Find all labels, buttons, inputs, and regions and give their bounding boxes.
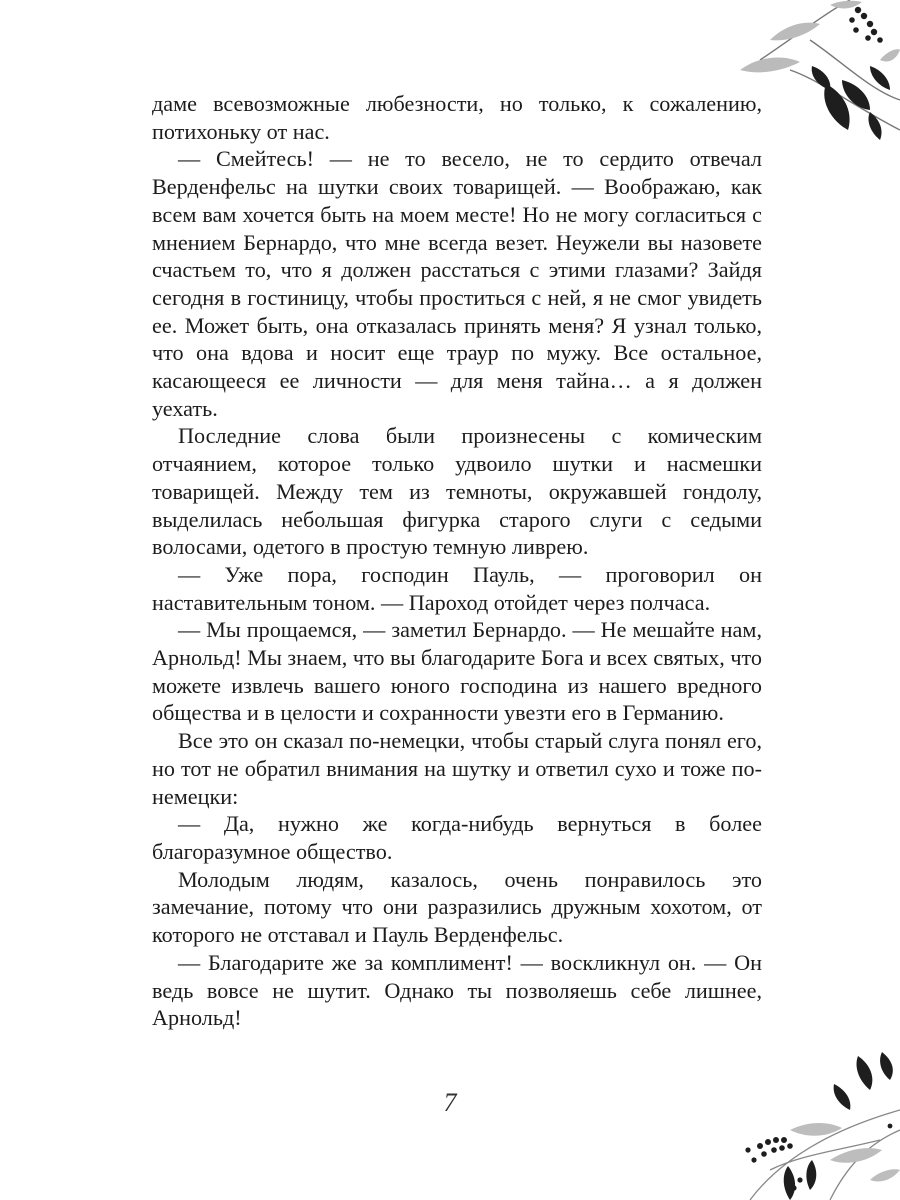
- paragraph: — Уже пора, господин Пауль, — проговорил он наставительным тоном. — Пароход отойдет через полчаса.: [152, 561, 762, 615]
- paragraph: Молодым людям, казалось, очень понравилось это замечание, потому что они разразились дружным хохотом, от которого не отставал и Пауль Верденфельс.: [152, 866, 762, 948]
- paragraph: — Мы прощаемся, — заметил Бернардо. — Не мешайте нам, Арнольд! Мы знаем, что вы благодарите Бога и всех святых, что можете извлечь вашего юного господина из нашего вредного общества и в целости и сохранности увезти его в Германию.: [152, 617, 762, 726]
- page-number: 7: [443, 1088, 457, 1117]
- floral-ornament-bottom-icon: [730, 1050, 900, 1200]
- body-text: [152, 90, 762, 1032]
- paragraph: — Смейтесь! — не то весело, не то сердито отвечал Верденфельс на шутки своих товарищей. — Воображаю, как всем вам хочется быть на моем месте! Но не могу согласиться с мнением Бернардо, что мне всегда везет. Неужели вы назовете счастьем то, что я должен расстаться с этими глазами? Зайдя сегодня в гостиницу, чтобы проститься с ней, я не смог увидеть ее. Может быть, она отказалась принять меня? Я узнал только, что она вдова и носит еще траур по мужу. Все остальное, касающееся ее личности — для меня тайна… а я должен уехать.: [152, 146, 762, 421]
- paragraph: — Да, нужно же когда-нибудь вернуться в более благоразумное общество.: [152, 811, 762, 864]
- paragraph: даме всевозможные любезности, но только, к сожалению, потихоньку от нас.: [152, 91, 762, 144]
- paragraph: Все это он сказал по-немецки, чтобы старый слуга понял его, но тот не обратил внимания на шутку и ответил сухо и тоже по-немецки:: [152, 728, 762, 809]
- paragraph: Последние слова были произнесены с комическим отчаянием, которое только удвоило шутки и насмешки товарищей. Между тем из темноты, окружавшей гондолу, выделилась небольшая фигурка старого слуги с седыми волосами, одетого в простую темную ливрею.: [152, 423, 762, 560]
- paragraph: — Благодарите же за комплимент! — воскликнул он. — Он ведь вовсе не шутит. Однако ты позволяешь себе лишнее, Арнольд!: [152, 949, 762, 1031]
